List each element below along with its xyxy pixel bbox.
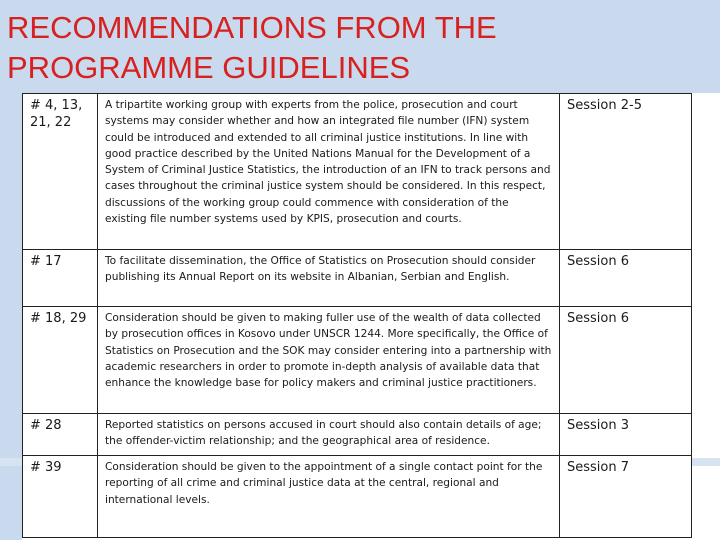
slide-title bbox=[7, 8, 497, 88]
recommendation-ref: # 4, 13, 21, 22 bbox=[23, 94, 98, 250]
recommendation-text: To facilitate dissemination, the Office of Statistics on Prosecution should consider publishing its Annual Report on its website in Albanian, Serbian and English. bbox=[98, 250, 560, 307]
recommendation-ref: # 28 bbox=[23, 414, 98, 456]
session-cell: Session 2-5 bbox=[560, 94, 692, 250]
session-cell: Session 6 bbox=[560, 250, 692, 307]
recommendation-text: Consideration should be given to making fuller use of the wealth of data collected by prosecution offices in Kosovo under UNSCR 1244. More specifically, the Office of Statistics on Prosecution and the SOK may consider entering into a partnership with academic researchers in order to promote in-depth analysis of available data that enhance the knowledge base for policy makers and criminal justice practitioners. bbox=[98, 307, 560, 414]
session-cell: Session 7 bbox=[560, 456, 692, 538]
recommendations-table bbox=[22, 93, 692, 538]
recommendation-ref: # 18, 29 bbox=[23, 307, 98, 414]
recommendation-text: Reported statistics on persons accused in court should also contain details of age; the offender-victim relationship; and the geographical area of residence. bbox=[98, 414, 560, 456]
table-row bbox=[23, 250, 692, 307]
table-row bbox=[23, 414, 692, 456]
session-cell: Session 6 bbox=[560, 307, 692, 414]
table-row bbox=[23, 456, 692, 538]
session-cell: Session 3 bbox=[560, 414, 692, 456]
recommendation-ref: # 17 bbox=[23, 250, 98, 307]
slide-title-line-2: PROGRAMME GUIDELINES bbox=[7, 50, 411, 85]
side-band bbox=[0, 93, 22, 540]
recommendation-text: Consideration should be given to the appointment of a single contact point for the reporting of all crime and criminal justice data at the central, regional and international levels. bbox=[98, 456, 560, 538]
recommendation-ref: # 39 bbox=[23, 456, 98, 538]
slide-title-line-1: RECOMMENDATIONS FROM THE bbox=[7, 10, 497, 45]
table-row bbox=[23, 94, 692, 250]
recommendation-text: A tripartite working group with experts from the police, prosecution and court systems may consider whether and how an integrated file number (IFN) system could be introduced and extended to all criminal justice institutions. In line with good practice described by the United Nations Manual for the Development of a System of Criminal Justice Statistics, the introduction of an IFN to track persons and cases throughout the criminal justice system should be considered. In this respect, discussions of the working group could commence with consideration of the existing file number systems used by KPIS, prosecution and courts. bbox=[98, 94, 560, 250]
table-row bbox=[23, 307, 692, 414]
